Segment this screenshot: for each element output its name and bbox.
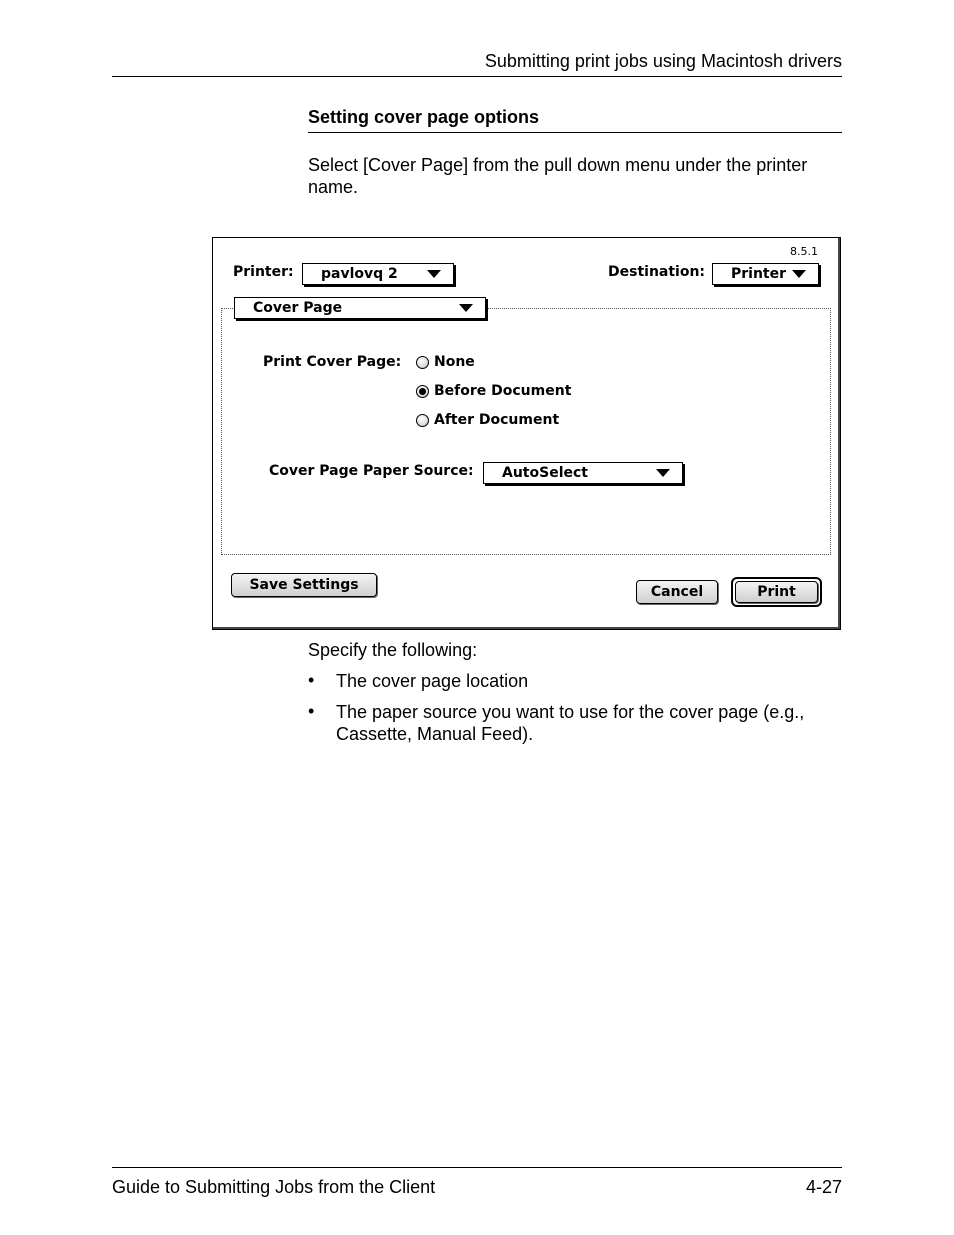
paper-source-popup[interactable] [483,462,683,484]
destination-popup-value: Printer [731,266,787,282]
save-settings-button[interactable]: Save Settings [231,573,377,597]
print-cover-page-label: Print Cover Page: [263,354,402,370]
paper-source-label: Cover Page Paper Source: [269,463,474,479]
footer-title: Guide to Submitting Jobs from the Client [112,1177,436,1197]
cancel-button[interactable]: Cancel [636,580,718,604]
chevron-down-icon [792,270,806,278]
radio-none[interactable] [416,354,475,370]
destination-label: Destination: [608,264,706,280]
paper-source-value: AutoSelect [502,465,588,481]
specify-lead: Specify the following: [308,640,478,660]
radio-none-label: None [434,354,475,370]
print-button-default-ring[interactable] [731,577,822,607]
section-rule [308,132,842,133]
bullet-icon: • [308,670,315,690]
radio-after-document-label: After Document [434,412,560,428]
printer-popup[interactable] [302,263,454,285]
radio-button[interactable] [416,414,429,427]
page-number: 4-27 [805,1177,842,1197]
printer-label: Printer: [233,264,294,280]
printer-popup-value: pavlovq 2 [321,266,398,282]
intro-paragraph: Select [Cover Page] from the pull down menu under the printer name. [308,155,808,197]
options-group-box [221,308,831,555]
radio-button[interactable] [416,356,429,369]
bullet-icon: • [308,701,315,721]
radio-before-document[interactable] [416,383,571,399]
chevron-down-icon [656,469,670,477]
radio-after-document[interactable] [416,412,559,428]
panel-menu-value: Cover Page [253,300,343,316]
footer-rule [112,1167,842,1168]
panel-menu-popup[interactable] [234,297,486,319]
header-rule [112,76,842,77]
bullet-item: The paper source you want to use for the cover page (e.g., Cassette, Manual Feed). [336,702,805,744]
chevron-down-icon [427,270,441,278]
destination-popup[interactable] [712,263,819,285]
radio-button-selected[interactable] [416,385,429,398]
bullet-item: The cover page location [336,671,529,691]
version-label: 8.5.1 [790,245,818,258]
running-header: Submitting print jobs using Macintosh drivers [484,51,842,71]
section-title: Setting cover page options [308,107,540,127]
print-button[interactable]: Print [735,581,818,603]
radio-before-document-label: Before Document [434,383,572,399]
chevron-down-icon [459,304,473,312]
